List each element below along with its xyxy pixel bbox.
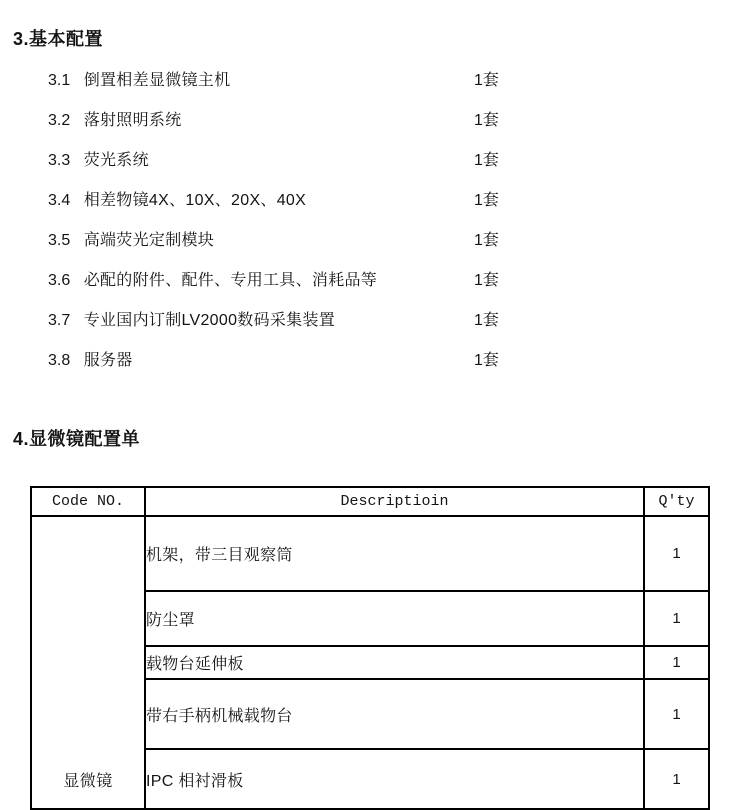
qty-cell: 1: [645, 592, 710, 647]
item-label: 服务器: [83, 352, 133, 369]
item-qty: 1套: [474, 352, 499, 369]
item-qty: 1套: [474, 272, 499, 289]
config-table: [30, 486, 710, 810]
item-qty: 1套: [474, 192, 499, 209]
qty-cell: 1: [645, 750, 710, 810]
item-label: 相差物镜4X、10X、20X、40X: [83, 192, 307, 209]
qty-cell: 1: [645, 680, 710, 750]
config-item-row: [48, 153, 728, 169]
header-code-no: Code NO.: [32, 488, 146, 517]
header-qty: Q'ty: [645, 488, 710, 517]
item-number: 3.2: [48, 112, 71, 129]
item-qty: 1套: [474, 152, 499, 169]
item-qty: 1套: [474, 312, 499, 329]
description-cell: 机架，带三目观察筒: [146, 517, 645, 592]
description-cell: IPC 相衬滑板: [146, 750, 645, 810]
item-number: 3.8: [48, 352, 71, 369]
description-cell: 防尘罩: [146, 592, 645, 647]
section4-heading: 4.显微镜配置单: [13, 429, 141, 449]
item-qty: 1套: [474, 232, 499, 249]
item-number: 3.6: [48, 272, 71, 289]
table-header-row: [32, 488, 710, 517]
item-number: 3.3: [48, 152, 71, 169]
config-item-row: [48, 233, 728, 249]
config-item-row: [48, 313, 728, 329]
code-group-cell: [32, 517, 146, 810]
config-item-row: [48, 113, 728, 129]
item-label: 专业国内订制LV2000数码采集装置: [83, 312, 336, 329]
item-label: 必配的附件、配件、专用工具、消耗品等: [83, 272, 378, 289]
item-number: 3.4: [48, 192, 71, 209]
description-cell: 带右手柄机械载物台: [146, 680, 645, 750]
qty-cell: 1: [645, 517, 710, 592]
item-label: 荧光系统: [83, 152, 149, 169]
section3-heading: 3.基本配置: [13, 29, 104, 49]
item-qty: 1套: [474, 72, 499, 89]
code-group-label: 显微镜: [63, 773, 113, 790]
item-number: 3.7: [48, 312, 71, 329]
item-number: 3.5: [48, 232, 71, 249]
qty-cell: 1: [645, 647, 710, 680]
description-cell: 载物台延伸板: [146, 647, 645, 680]
config-item-row: [48, 193, 728, 209]
header-description: Descriptioin: [146, 488, 645, 517]
config-item-row: [48, 273, 728, 289]
item-label: 高端荧光定制模块: [83, 232, 215, 249]
item-label: 倒置相差显微镜主机: [83, 72, 231, 89]
config-item-row: [48, 353, 728, 369]
item-qty: 1套: [474, 112, 499, 129]
item-number: 3.1: [48, 72, 71, 89]
config-item-row: [48, 73, 728, 89]
table-row: [32, 517, 710, 592]
item-label: 落射照明系统: [83, 112, 182, 129]
